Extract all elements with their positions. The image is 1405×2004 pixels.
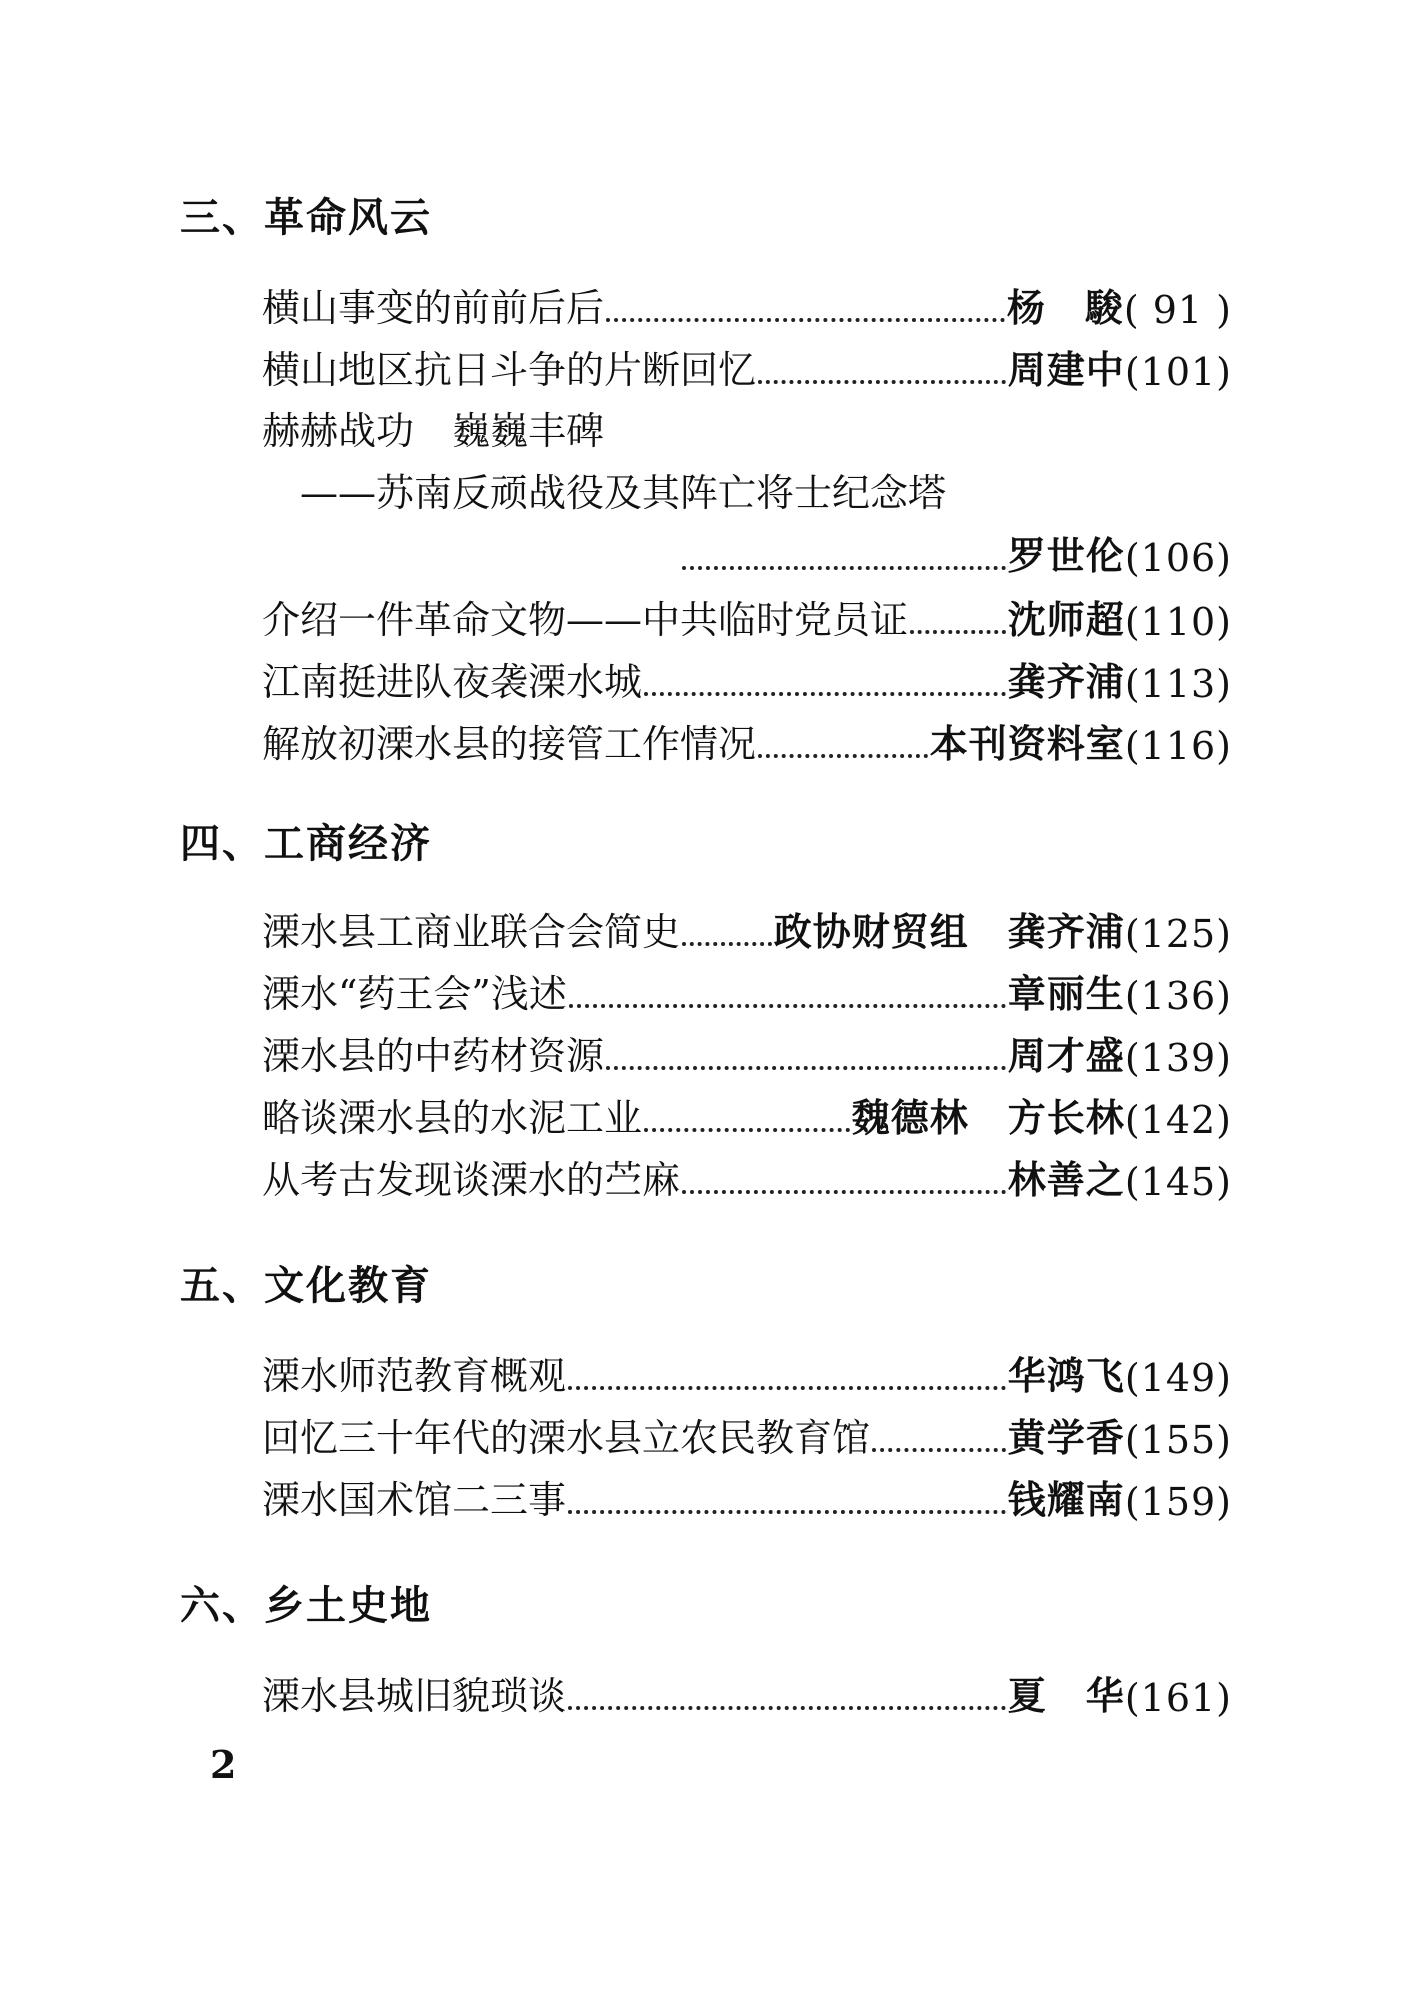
entry-title: 介绍一件革命文物——中共临时党员证 <box>262 598 909 642</box>
entry-page: (149) <box>1124 1356 1232 1400</box>
entry-page: (110) <box>1124 600 1232 644</box>
dot-leader <box>910 630 1006 634</box>
entry-title: 解放初溧水县的接管工作情况 <box>262 722 757 766</box>
toc-entry <box>262 334 1232 394</box>
section-title-culture: 五、文化教育 <box>180 1263 432 1309</box>
entry-author: 华鸿飞 <box>1007 1353 1125 1398</box>
dot-leader <box>644 1128 850 1132</box>
entry-author: 政协财贸组 龚齐浦 <box>773 909 1125 954</box>
toc-entry <box>262 1402 1232 1462</box>
toc-entry <box>262 1464 1232 1524</box>
entry-author: 罗世伦 <box>1007 533 1125 578</box>
dot-leader <box>682 1190 1006 1194</box>
entry-author: 周建中 <box>1007 347 1125 392</box>
toc-entry <box>262 1082 1232 1142</box>
page-number: 2 <box>210 1742 237 1787</box>
dot-leader <box>568 1386 1006 1390</box>
dot-leader <box>644 692 1006 696</box>
dot-leader <box>606 1066 1006 1070</box>
entry-author: 本刊资料室 <box>929 721 1125 766</box>
dot-leader <box>569 1004 1006 1008</box>
entry-title: 横山地区抗日斗争的片断回忆 <box>262 348 757 392</box>
entry-author: 章丽生 <box>1007 971 1125 1016</box>
entry-author: 林善之 <box>1007 1157 1125 1202</box>
entry-author: 钱耀南 <box>1007 1477 1125 1522</box>
entry-title: 回忆三十年代的溧水县立农民教育馆 <box>262 1416 871 1460</box>
section-title-local-history: 六、乡土史地 <box>180 1583 432 1629</box>
dot-leader <box>758 754 928 758</box>
entry-title-part: 巍巍丰碑 <box>452 409 605 453</box>
entry-author: 夏 华 <box>1007 1673 1125 1718</box>
entry-page: (125) <box>1124 912 1232 956</box>
entry-subtitle: ——苏南反顽战役及其阵亡将士纪念塔 <box>300 471 947 515</box>
dot-leader <box>682 942 772 946</box>
entry-author: 魏德林 方长林 <box>851 1095 1125 1140</box>
toc-entry <box>262 646 1232 706</box>
entry-page: (116) <box>1124 724 1232 768</box>
entry-title: 溧水县工商业联合会简史 <box>262 910 681 954</box>
toc-entry <box>262 584 1232 644</box>
dot-leader <box>682 566 1006 570</box>
toc-entry <box>262 1660 1232 1720</box>
entry-page: (145) <box>1124 1160 1232 1204</box>
entry-page: (136) <box>1124 974 1232 1018</box>
entry-title: 溧水县的中药材资源 <box>262 1034 605 1078</box>
dot-leader <box>606 318 1005 322</box>
toc-entry <box>262 708 1232 768</box>
entry-page: (155) <box>1124 1418 1232 1462</box>
toc-entry <box>262 272 1232 332</box>
dot-leader <box>568 1706 1006 1710</box>
entry-title: 溧水县城旧貌琐谈 <box>262 1674 567 1718</box>
entry-page: (113) <box>1124 662 1232 706</box>
entry-page: (139) <box>1124 1036 1232 1080</box>
dot-leader <box>568 1510 1006 1514</box>
entry-title: 溧水国术馆二三事 <box>262 1478 567 1522</box>
toc-entry <box>262 1340 1232 1400</box>
entry-title: 从考古发现谈溧水的苎麻 <box>262 1158 681 1202</box>
section-title-revolution: 三、革命风云 <box>180 195 432 241</box>
entry-page: (159) <box>1124 1480 1232 1524</box>
toc-entry <box>262 1020 1232 1080</box>
entry-title-part: 赫赫战功 <box>262 409 415 453</box>
section-title-economy: 四、工商经济 <box>180 821 432 867</box>
entry-title: 横山事变的前前后后 <box>262 286 605 330</box>
entry-title: 江南挺进队夜袭溧水城 <box>262 660 643 704</box>
toc-entry <box>262 1144 1232 1204</box>
entry-title: 溧水“药王会”浅述 <box>262 972 567 1016</box>
dot-leader <box>872 1448 1006 1452</box>
entry-page: ( 91 ) <box>1123 288 1232 332</box>
entry-title: 略谈溧水县的水泥工业 <box>262 1096 643 1140</box>
entry-page: (161) <box>1124 1676 1232 1720</box>
toc-entry <box>262 958 1232 1018</box>
entry-title: 溧水师范教育概观 <box>262 1354 567 1398</box>
entry-author: 龚齐浦 <box>1007 659 1125 704</box>
entry-author: 黄学香 <box>1007 1415 1125 1460</box>
entry-page: (101) <box>1124 350 1232 394</box>
toc-entry <box>680 520 1232 580</box>
entry-author: 周才盛 <box>1007 1033 1125 1078</box>
toc-entry <box>262 896 1232 956</box>
entry-author: 沈师超 <box>1007 597 1125 642</box>
entry-author: 杨 駿 <box>1006 285 1124 330</box>
dot-leader <box>758 380 1006 384</box>
entry-page: (142) <box>1124 1098 1232 1142</box>
entry-title-line <box>262 400 604 455</box>
entry-page: (106) <box>1124 536 1232 580</box>
